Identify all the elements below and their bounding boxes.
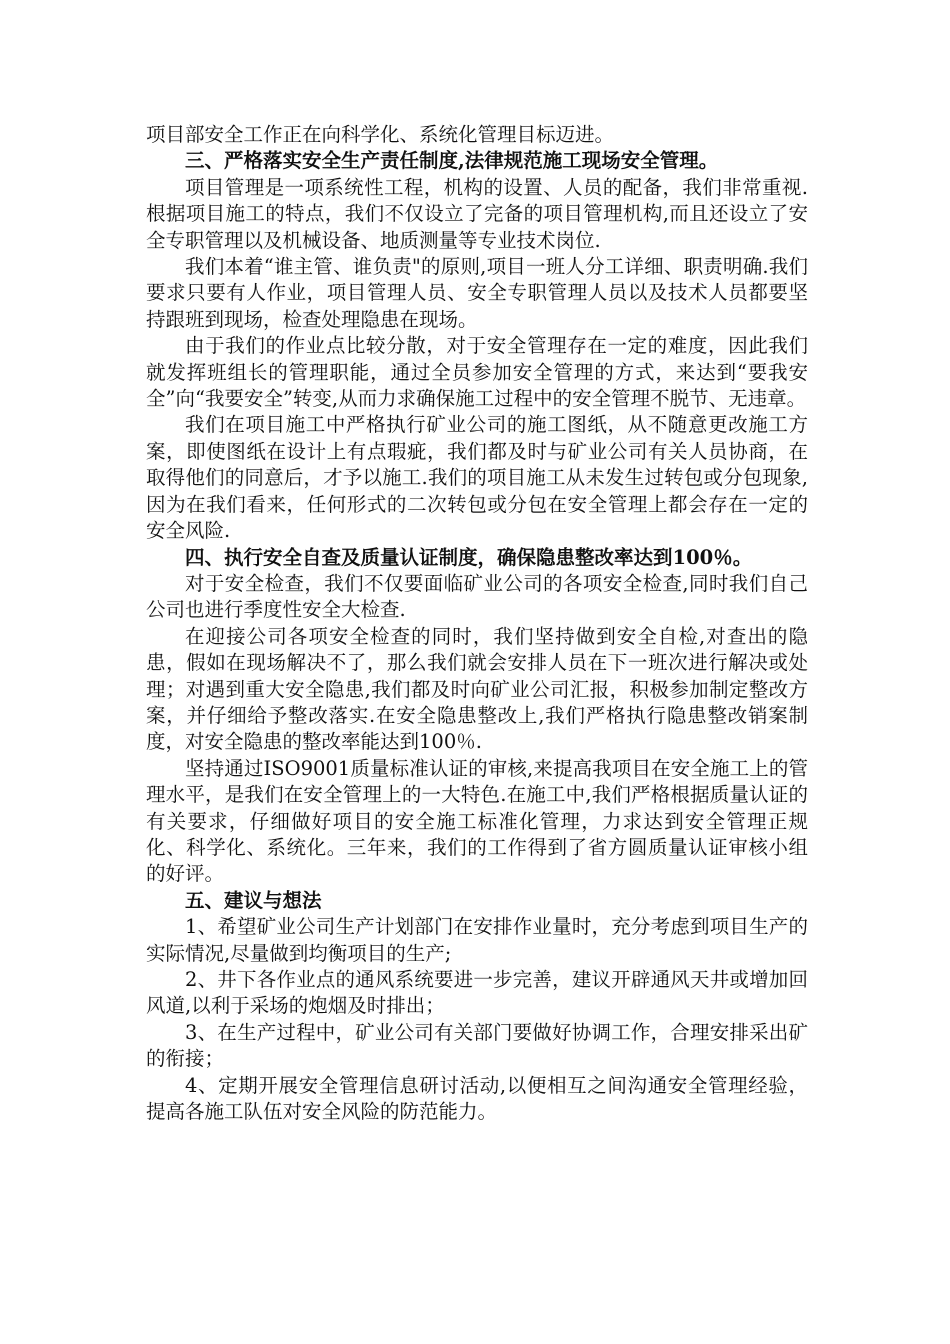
paragraph-self-inspection: 在迎接公司各项安全检查的同时，我们坚持做到安全自检,对查出的隐患，假如在现场解决不了，那么我们就会安排人员在下一班次进行解决或处理；对遇到重大安全隐患,我们都及时向矿业公司汇报，积极参加制定整改方案，并仔细给予整改落实.在安全隐患整改上,我们严格执行隐患整改销案制度，对安全隐患的整改率能达到100％. [146, 624, 808, 754]
suggestion-item-2: 2、井下各作业点的通风系统要进一步完善，建议开辟通风天井或增加回风道,以利于采场的炮烟及时排出； [146, 968, 808, 1018]
section-heading-3: 三、严格落实安全生产责任制度,法律规范施工现场安全管理。 [185, 149, 719, 173]
document-page [146, 122, 808, 1125]
paragraph-team-leaders: 由于我们的作业点比较分散，对于安全管理存在一定的难度，因此我们就发挥班组长的管理职能，通过全员参加安全管理的方式，来达到“要我安全”向“我要安全”转变,从而力求确保施工过程中的安全管理不脱节、无违章。 [146, 334, 808, 411]
section-heading-5: 五、建议与想法 [185, 888, 322, 912]
section-heading-4: 四、执行安全自查及质量认证制度，确保隐患整改率达到100％。 [185, 545, 753, 569]
paragraph-safety-inspection: 对于安全检查，我们不仅要面临矿业公司的各项安全检查,同时我们自己公司也进行季度性安全大检查. [146, 571, 808, 622]
suggestion-item-4: 4、定期开展安全管理信息研讨活动,以便相互之间沟通安全管理经验，提高各施工队伍对安全风险的防范能力。 [146, 1073, 808, 1124]
paragraph-project-management: 项目管理是一项系统性工程，机构的设置、人员的配备，我们非常重视.根据项目施工的特点，我们不仅设立了完备的项目管理机构,而且还设立了安全专职管理以及机械设备、地质测量等专业技术岗位. [146, 175, 808, 252]
suggestion-item-3: 3、在生产过程中，矿业公司有关部门要做好协调工作，合理安排采出矿的衔接； [146, 1020, 808, 1071]
paragraph-intro-continuation: 项目部安全工作正在向科学化、系统化管理目标迈进。 [146, 123, 615, 146]
suggestion-item-1: 1、希望矿业公司生产计划部门在安排作业量时，充分考虑到项目生产的实际情况,尽量做到均衡项目的生产; [146, 915, 808, 965]
paragraph-iso9001: 坚持通过ISO9001质量标准认证的审核,来提高我项目在安全施工上的管理水平，是我们在安全管理上的一大特色.在施工中,我们严格根据质量认证的有关要求，仔细做好项目的安全施工标准化管理，力求达到安全管理正规化、科学化、系统化。三年来，我们的工作得到了省方圆质量认证审核小组的好评。 [146, 756, 808, 886]
paragraph-construction-drawings: 我们在项目施工中严格执行矿业公司的施工图纸，从不随意更改施工方案，即使图纸在设计上有点瑕疵，我们都及时与矿业公司有关人员协商，在取得他们的同意后，才予以施工.我们的项目施工从未发生过转包或分包现象,因为在我们看来，任何形式的二次转包或分包在安全管理上都会存在一定的安全风险. [146, 413, 808, 543]
paragraph-responsibility-principle: 我们本着“谁主管、谁负责"的原则,项目一班人分工详细、职责明确.我们要求只要有人作业，项目管理人员、安全专职管理人员以及技术人员都要坚持跟班到现场，检查处理隐患在现场。 [146, 255, 808, 331]
